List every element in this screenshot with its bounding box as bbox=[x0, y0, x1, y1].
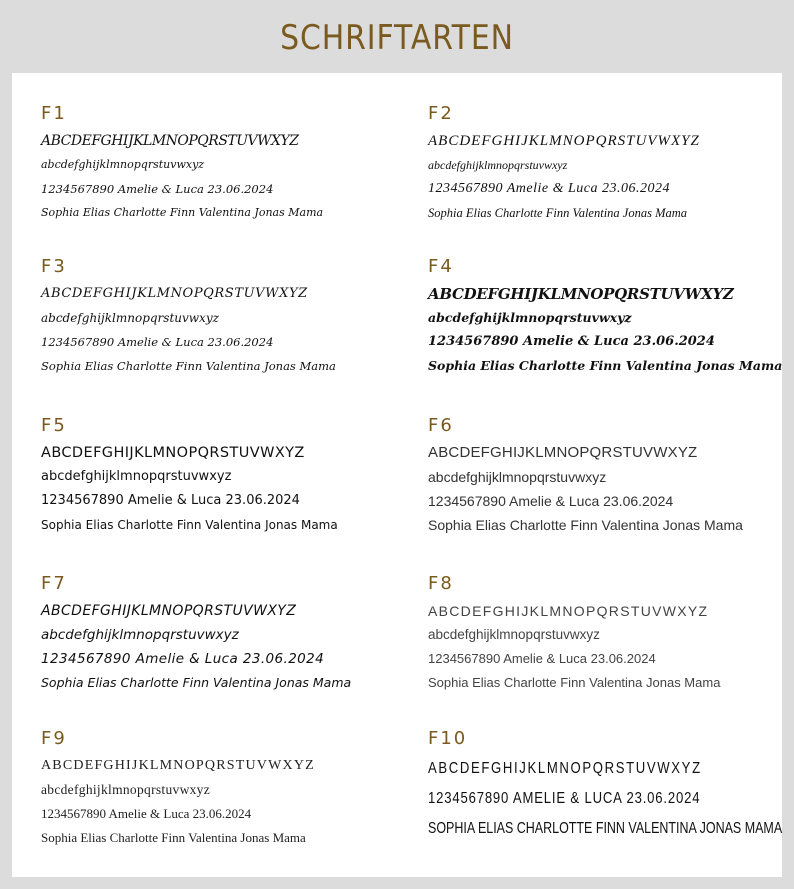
uppercase-sample: ABCDEFGHIJKLMNOPQRSTUVWXYZ bbox=[41, 286, 308, 301]
uppercase-sample: ABCDEFGHIJKLMNOPQRSTUVWXYZ bbox=[428, 760, 702, 777]
lowercase-sample: abcdefghijklmnopqrstuvwxyz bbox=[41, 627, 239, 643]
names-sample: Sophia Elias Charlotte Finn Valentina Jonas Mama bbox=[428, 358, 783, 373]
font-label: F7 bbox=[41, 573, 67, 594]
font-sample-f3 bbox=[41, 256, 401, 378]
font-label: F6 bbox=[428, 415, 454, 436]
uppercase-sample: ABCDEFGHIJKLMNOPQRSTUVWXYZ bbox=[428, 133, 700, 149]
uppercase-sample: ABCDEFGHIJKLMNOPQRSTUVWXYZ bbox=[428, 444, 698, 461]
uppercase-sample: ABCDEFGHIJKLMNOPQRSTUVWXYZ bbox=[428, 285, 734, 303]
font-label: F4 bbox=[428, 256, 454, 277]
names-sample: Sophia Elias Charlotte Finn Valentina Jonas Mama bbox=[41, 830, 306, 845]
numbers-sample: 1234567890 AMELIE & LUCA 23.06.2024 bbox=[428, 790, 701, 807]
names-sample: Sophia Elias Charlotte Finn Valentina Jonas Mama bbox=[41, 675, 352, 690]
numbers-sample: 1234567890 Amelie & Luca 23.06.2024 bbox=[41, 182, 274, 196]
names-sample: Sophia Elias Charlotte Finn Valentina Jonas Mama bbox=[428, 206, 688, 220]
lowercase-sample: abcdefghijklmnopqrstuvwxyz bbox=[41, 311, 219, 325]
names-sample: Sophia Elias Charlotte Finn Valentina Jonas Mama bbox=[41, 359, 336, 373]
numbers-sample: 1234567890 Amelie & Luca 23.06.2024 bbox=[428, 493, 674, 509]
font-sample-f9 bbox=[41, 728, 401, 850]
font-sample-f2 bbox=[428, 103, 788, 225]
lowercase-sample: abcdefghijklmnopqrstuvwxyz bbox=[428, 158, 568, 172]
lowercase-sample: abcdefghijklmnopqrstuvwxyz bbox=[428, 627, 600, 642]
numbers-sample: 1234567890 Amelie & Luca 23.06.2024 bbox=[41, 806, 252, 821]
lowercase-sample: abcdefghijklmnopqrstuvwxyz bbox=[41, 158, 205, 171]
font-sample-f4 bbox=[428, 256, 788, 378]
numbers-sample: 1234567890 Amelie & Luca 23.06.2024 bbox=[428, 651, 656, 666]
font-label: F8 bbox=[428, 573, 454, 594]
font-label: F9 bbox=[41, 728, 67, 749]
font-sample-f1 bbox=[41, 103, 401, 225]
font-sample-f8 bbox=[428, 573, 788, 695]
font-panel bbox=[12, 73, 782, 877]
names-sample: Sophia Elias Charlotte Finn Valentina Jonas Mama bbox=[428, 517, 743, 533]
uppercase-sample: ABCDEFGHIJKLMNOPQRSTUVWXYZ bbox=[41, 133, 299, 149]
names-sample: Sophia Elias Charlotte Finn Valentina Jonas Mama bbox=[428, 675, 721, 690]
page-title: SCHRIFTARTEN bbox=[280, 18, 514, 58]
font-sample-f6 bbox=[428, 415, 788, 537]
uppercase-sample: ABCDEFGHIJKLMNOPQRSTUVWXYZ bbox=[41, 758, 315, 773]
lowercase-sample: abcdefghijklmnopqrstuvwxyz bbox=[41, 782, 211, 797]
names-sample: Sophia Elias Charlotte Finn Valentina Jonas Mama bbox=[41, 518, 338, 532]
names-sample: Sophia Elias Charlotte Finn Valentina Jonas Mama bbox=[41, 206, 324, 219]
font-sample-f7 bbox=[41, 573, 401, 695]
font-sample-f5 bbox=[41, 415, 401, 537]
numbers-sample: 1234567890 Amelie & Luca 23.06.2024 bbox=[41, 335, 274, 349]
names-sample: SOPHIA ELIAS CHARLOTTE FINN VALENTINA JONAS MAMA bbox=[428, 820, 783, 837]
uppercase-sample: ABCDEFGHIJKLMNOPQRSTUVWXYZ bbox=[41, 603, 297, 619]
uppercase-sample: ABCDEFGHIJKLMNOPQRSTUVWXYZ bbox=[41, 445, 305, 461]
lowercase-sample: abcdefghijklmnopqrstuvwxyz bbox=[428, 310, 632, 325]
font-label: F1 bbox=[41, 103, 67, 124]
font-label: F3 bbox=[41, 256, 67, 277]
numbers-sample: 1234567890 Amelie & Luca 23.06.2024 bbox=[428, 181, 671, 196]
lowercase-sample: abcdefghijklmnopqrstuvwxyz bbox=[428, 469, 607, 485]
font-label: F5 bbox=[41, 415, 67, 436]
numbers-sample: 1234567890 Amelie & Luca 23.06.2024 bbox=[428, 334, 715, 349]
font-label: F2 bbox=[428, 103, 454, 124]
uppercase-sample: ABCDEFGHIJKLMNOPQRSTUVWXYZ bbox=[428, 603, 709, 619]
numbers-sample: 1234567890 Amelie & Luca 23.06.2024 bbox=[41, 651, 325, 667]
font-sample-f10 bbox=[428, 728, 788, 844]
lowercase-sample: abcdefghijklmnopqrstuvwxyz bbox=[41, 469, 232, 484]
numbers-sample: 1234567890 Amelie & Luca 23.06.2024 bbox=[41, 493, 300, 508]
font-label: F10 bbox=[428, 728, 468, 749]
